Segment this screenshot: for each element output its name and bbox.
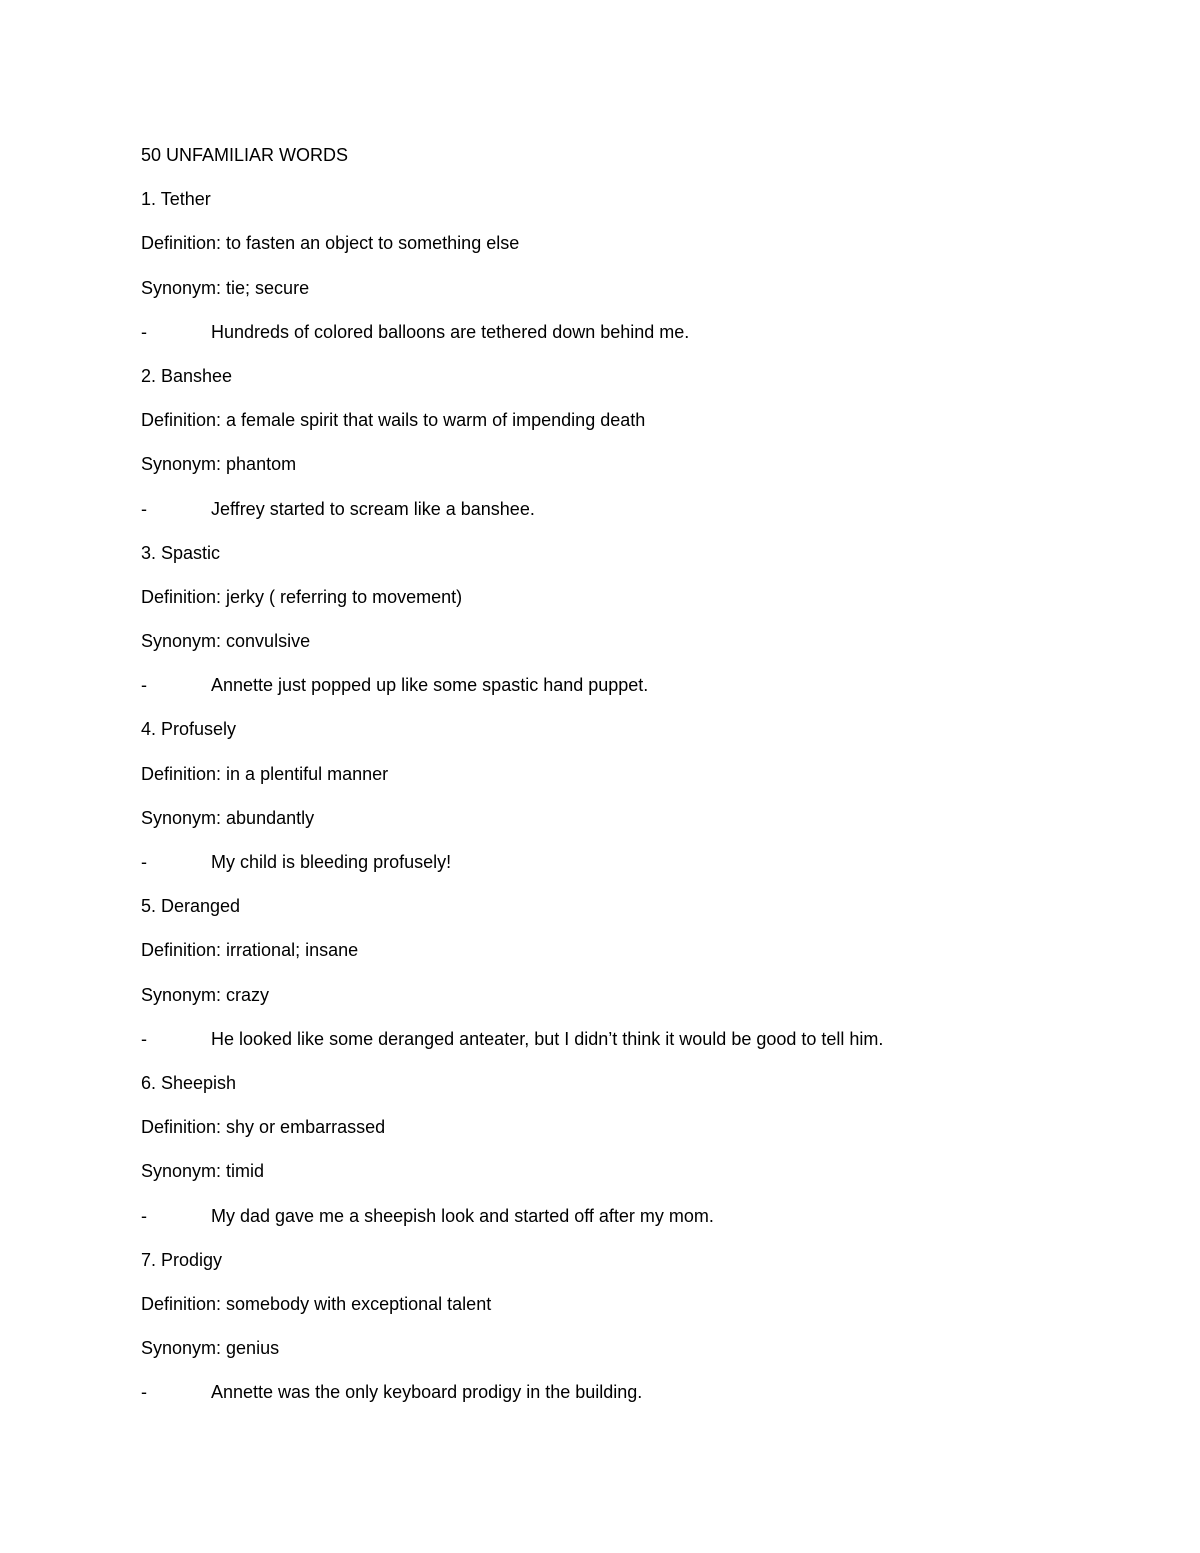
entry-heading: 6. Sheepish [141, 1072, 237, 1093]
entry-definition: Definition: irrational; insane [141, 940, 359, 961]
entry-example [141, 671, 1101, 715]
entry-synonym: Synonym: genius [141, 1338, 280, 1359]
entry-synonym: Synonym: phantom [141, 454, 297, 475]
vocab-entry [141, 362, 1101, 539]
bullet-dash: - [141, 675, 147, 696]
entry-example [141, 1378, 1101, 1422]
entry-synonym: Synonym: abundantly [141, 807, 315, 828]
vocab-entry [141, 892, 1101, 1069]
entry-synonym: Synonym: tie; secure [141, 277, 310, 298]
entry-example [141, 848, 1101, 892]
entry-example [141, 495, 1101, 539]
entry-sentence: He looked like some deranged anteater, but I didn’t think it would be good to tell him. [211, 1028, 884, 1049]
entry-example [141, 1025, 1101, 1069]
entry-definition: Definition: jerky ( referring to movement) [141, 586, 463, 607]
vocab-entry [141, 1246, 1101, 1423]
vocab-entry [141, 715, 1101, 892]
vocab-entry [141, 185, 1101, 362]
entry-synonym: Synonym: crazy [141, 984, 270, 1005]
bullet-dash: - [141, 1205, 147, 1226]
entry-heading: 4. Profusely [141, 719, 237, 740]
entry-definition: Definition: in a plentiful manner [141, 763, 389, 784]
entry-sentence: Hundreds of colored balloons are tethered down behind me. [211, 321, 690, 342]
entry-heading: 7. Prodigy [141, 1249, 223, 1270]
bullet-dash: - [141, 852, 147, 872]
document-title: 50 UNFAMILIAR WORDS [141, 145, 349, 165]
entry-sentence: Annette just popped up like some spastic hand puppet. [211, 675, 649, 696]
entry-example [141, 318, 1101, 362]
bullet-dash: - [141, 498, 147, 519]
document-body [141, 141, 1101, 1422]
entry-heading: 1. Tether [141, 189, 211, 210]
entry-definition: Definition: to fasten an object to something else [141, 233, 520, 254]
entry-sentence: Jeffrey started to scream like a banshee. [211, 498, 535, 519]
entry-heading: 3. Spastic [141, 542, 221, 563]
entry-definition: Definition: a female spirit that wails to warm of impending death [141, 410, 646, 431]
bullet-dash: - [141, 1382, 147, 1403]
entry-sentence: My dad gave me a sheepish look and started off after my mom. [211, 1205, 714, 1226]
entry-heading: 2. Banshee [141, 365, 233, 386]
entry-definition: Definition: somebody with exceptional talent [141, 1293, 492, 1314]
entry-definition: Definition: shy or embarrassed [141, 1117, 386, 1138]
entry-synonym: Synonym: convulsive [141, 631, 311, 652]
entry-example [141, 1202, 1101, 1246]
bullet-dash: - [141, 321, 147, 342]
bullet-dash: - [141, 1028, 147, 1049]
entry-sentence: My child is bleeding profusely! [211, 852, 452, 872]
entry-synonym: Synonym: timid [141, 1161, 265, 1182]
vocab-entry [141, 1069, 1101, 1246]
entry-sentence: Annette was the only keyboard prodigy in the building. [211, 1382, 643, 1403]
vocab-entry [141, 539, 1101, 716]
entry-heading: 5. Deranged [141, 896, 241, 917]
